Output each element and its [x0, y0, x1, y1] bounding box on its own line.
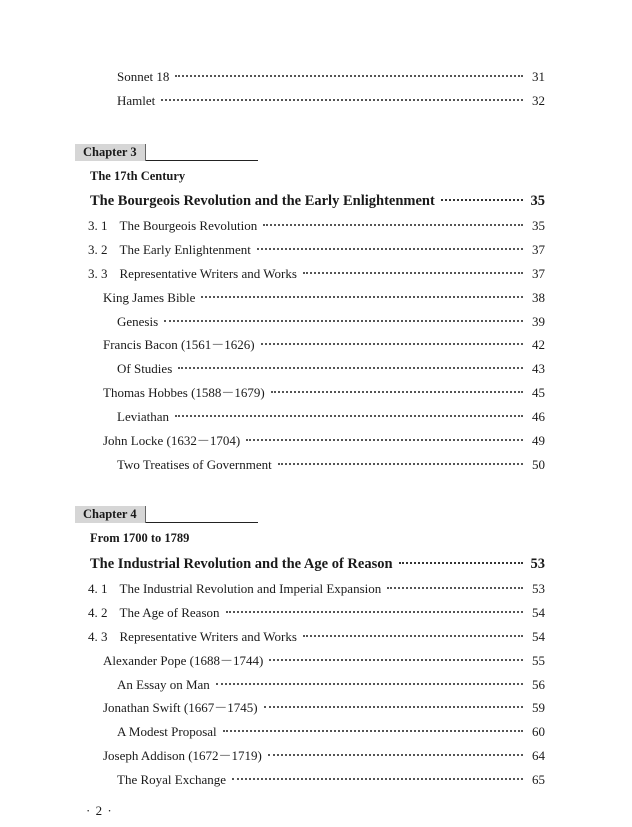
- section-number: 3. 3: [88, 266, 108, 281]
- work-entry[interactable]: [117, 771, 545, 789]
- chapter-label: Chapter 4: [75, 506, 146, 523]
- section-page: 37: [532, 242, 545, 257]
- section-number: 3. 1: [88, 218, 108, 233]
- chapter-3-period: The 17th Century: [90, 169, 186, 183]
- leader-dots: [264, 706, 523, 708]
- leader-dots: [246, 439, 523, 441]
- entry-title: Hamlet: [117, 93, 156, 108]
- work-entry[interactable]: [117, 723, 545, 741]
- chapter-4-period: From 1700 to 1789: [90, 531, 190, 545]
- section-number: 4. 2: [88, 605, 108, 620]
- section-number: 4. 1: [88, 581, 108, 596]
- section-entry[interactable]: [88, 604, 545, 622]
- leader-dots: [226, 611, 523, 613]
- leader-dots: [164, 320, 523, 322]
- leader-dots: [303, 635, 523, 637]
- entry-title: Sonnet 18: [117, 69, 170, 84]
- heading-title: The Industrial Revolution and the Age of Reason: [90, 556, 393, 572]
- work-entry[interactable]: [103, 336, 545, 354]
- leader-dots: [257, 248, 523, 250]
- leader-dots: [303, 272, 523, 274]
- work-title: Francis Bacon (1561－1626): [103, 337, 255, 352]
- section-entry[interactable]: [88, 580, 545, 598]
- section-entry[interactable]: [88, 628, 545, 646]
- leader-dots: [161, 99, 523, 101]
- work-page: 65: [532, 772, 545, 787]
- toc-entry[interactable]: [117, 68, 545, 86]
- work-entry[interactable]: [103, 699, 545, 717]
- leader-dots: [261, 343, 523, 345]
- work-page: 49: [532, 433, 545, 448]
- leader-dots: [216, 683, 523, 685]
- heading-page: 53: [530, 556, 545, 572]
- work-page: 59: [532, 700, 545, 715]
- work-entry[interactable]: [117, 313, 545, 331]
- work-title: Thomas Hobbes (1588－1679): [103, 385, 265, 400]
- entry-page: 32: [532, 93, 545, 108]
- leader-dots: [201, 296, 523, 298]
- heading-page: 35: [530, 193, 545, 209]
- work-entry[interactable]: [117, 360, 545, 378]
- work-title: Joseph Addison (1672－1719): [103, 748, 262, 763]
- page-number: · 2 ·: [86, 803, 113, 818]
- work-title: A Modest Proposal: [117, 724, 217, 739]
- work-title: Genesis: [117, 314, 159, 329]
- work-page: 39: [532, 314, 545, 329]
- work-entry[interactable]: [117, 456, 545, 474]
- chapter-label: Chapter 3: [75, 144, 146, 161]
- leader-dots: [268, 754, 523, 756]
- entry-page: 31: [532, 69, 545, 84]
- work-entry[interactable]: [103, 747, 545, 765]
- work-title: John Locke (1632－1704): [103, 433, 241, 448]
- section-title: Representative Writers and Works: [119, 266, 297, 281]
- leader-dots: [263, 224, 523, 226]
- work-title: Leviathan: [117, 409, 169, 424]
- section-page: 54: [532, 605, 545, 620]
- work-entry[interactable]: [103, 384, 545, 402]
- work-page: 38: [532, 290, 545, 305]
- work-entry[interactable]: [103, 432, 545, 450]
- chapter-4-tab: [75, 505, 258, 523]
- work-page: 56: [532, 677, 545, 692]
- work-page: 43: [532, 361, 545, 376]
- leader-dots: [175, 75, 523, 77]
- chapter-3-tab: [75, 143, 258, 161]
- work-page: 46: [532, 409, 545, 424]
- leader-dots: [387, 587, 523, 589]
- work-page: 45: [532, 385, 545, 400]
- work-entry[interactable]: [117, 676, 545, 694]
- leader-dots: [178, 367, 523, 369]
- section-title: The Early Enlightenment: [119, 242, 251, 257]
- work-title: The Royal Exchange: [117, 772, 227, 787]
- work-entry[interactable]: [117, 408, 545, 426]
- work-page: 50: [532, 457, 545, 472]
- work-title: Two Treatises of Government: [117, 457, 272, 472]
- section-entry[interactable]: [88, 217, 545, 235]
- leader-dots: [271, 391, 523, 393]
- heading-title: The Bourgeois Revolution and the Early Enlightenment: [90, 193, 435, 209]
- chapter-4-heading[interactable]: [90, 555, 545, 573]
- section-number: 3. 2: [88, 242, 108, 257]
- section-page: 54: [532, 629, 545, 644]
- chapter-3-heading[interactable]: [90, 192, 545, 210]
- section-title: Representative Writers and Works: [119, 629, 297, 644]
- leader-dots: [441, 199, 523, 201]
- work-title: An Essay on Man: [117, 677, 210, 692]
- section-page: 53: [532, 581, 545, 596]
- work-title: Jonathan Swift (1667－1745): [103, 700, 258, 715]
- section-entry[interactable]: [88, 241, 545, 259]
- section-page: 35: [532, 218, 545, 233]
- leader-dots: [278, 463, 523, 465]
- toc-entry[interactable]: [117, 92, 545, 110]
- work-entry[interactable]: [103, 652, 545, 670]
- leader-dots: [175, 415, 523, 417]
- work-title: Of Studies: [117, 361, 173, 376]
- leader-dots: [269, 659, 523, 661]
- section-title: The Age of Reason: [119, 605, 220, 620]
- section-title: The Industrial Revolution and Imperial Expansion: [119, 581, 382, 596]
- work-page: 55: [532, 653, 545, 668]
- section-page: 37: [532, 266, 545, 281]
- leader-dots: [399, 562, 523, 564]
- leader-dots: [232, 778, 523, 780]
- work-page: 42: [532, 337, 545, 352]
- section-entry[interactable]: [88, 265, 545, 283]
- work-page: 60: [532, 724, 545, 739]
- work-entry[interactable]: [103, 289, 545, 307]
- section-number: 4. 3: [88, 629, 108, 644]
- leader-dots: [223, 730, 523, 732]
- work-page: 64: [532, 748, 545, 763]
- work-title: King James Bible: [103, 290, 196, 305]
- work-title: Alexander Pope (1688－1744): [103, 653, 264, 668]
- section-title: The Bourgeois Revolution: [119, 218, 258, 233]
